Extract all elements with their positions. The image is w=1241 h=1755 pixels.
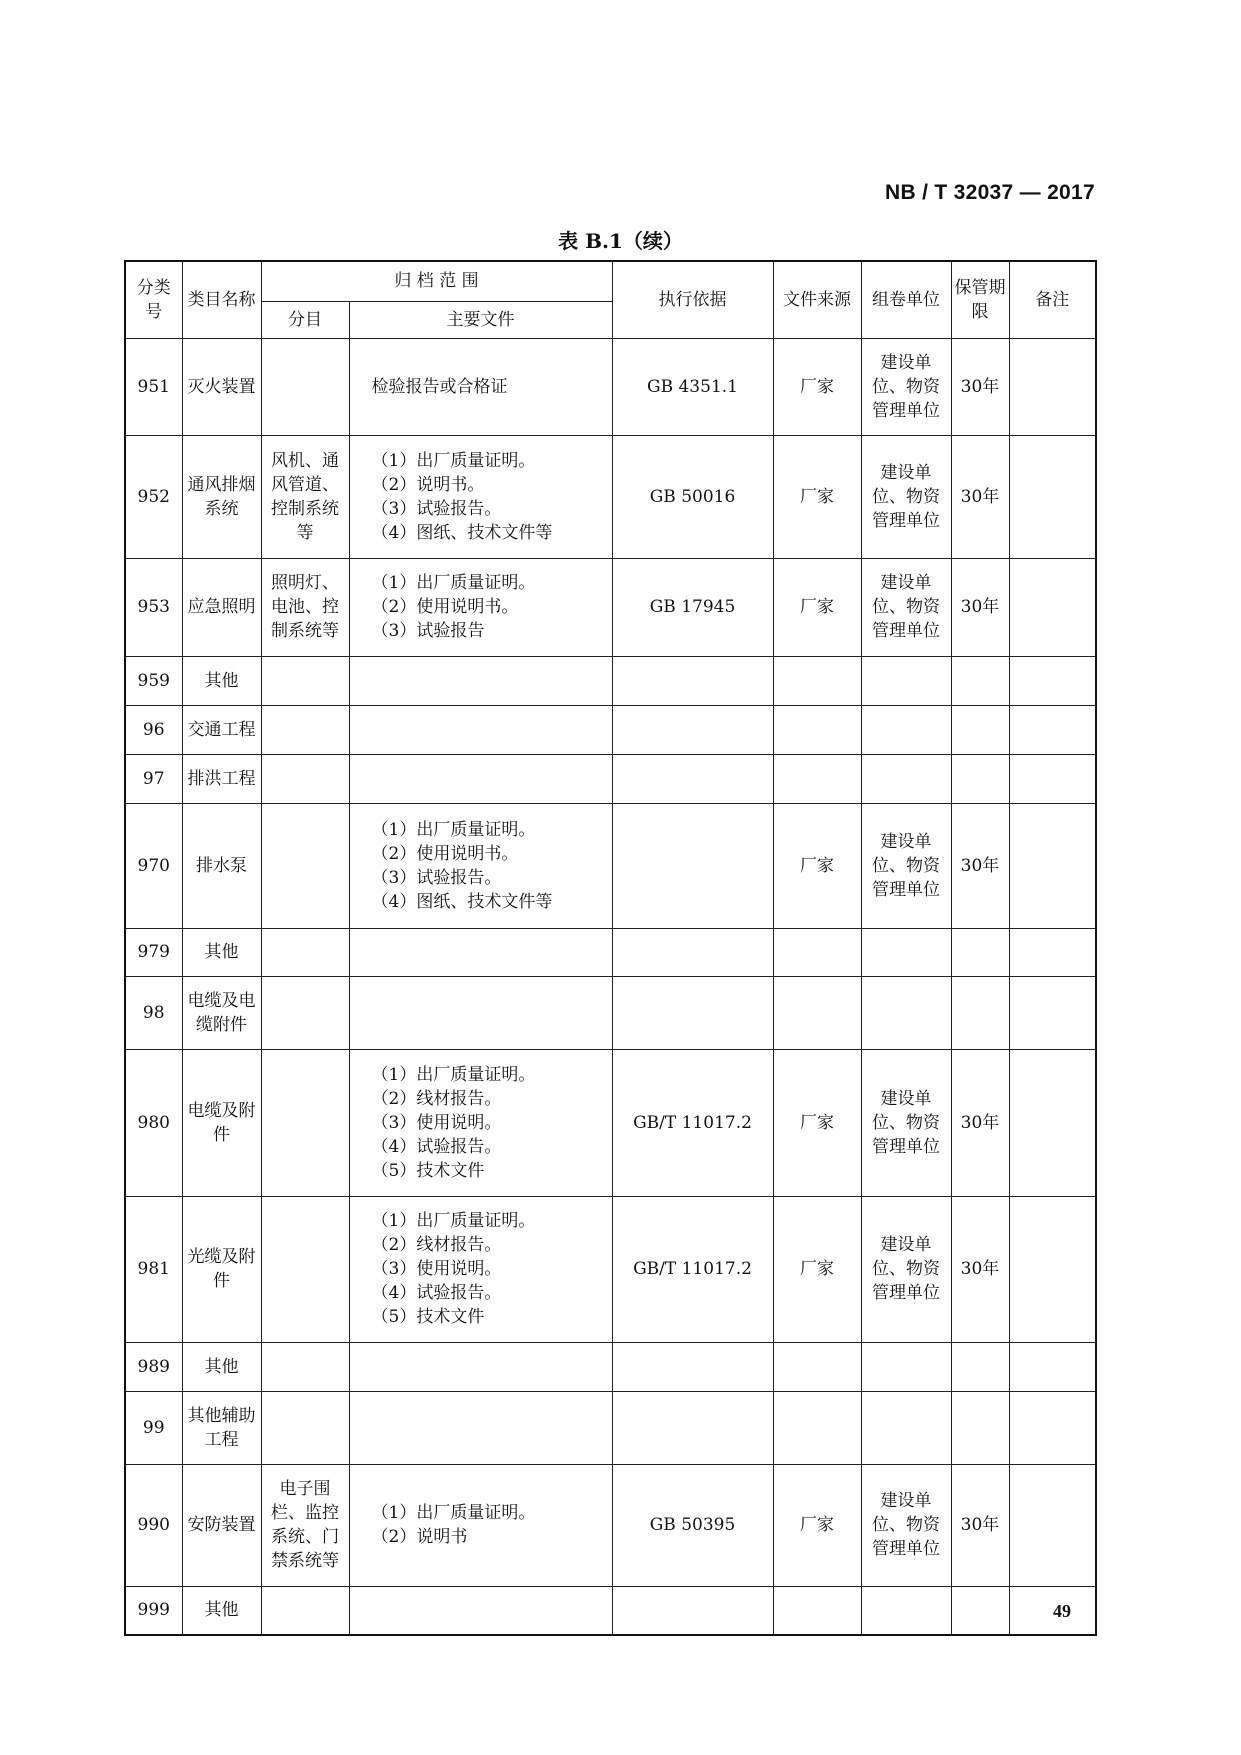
doc-line: （2）线材报告。 bbox=[371, 1235, 502, 1255]
row-unit-cell bbox=[861, 1391, 951, 1464]
row-code-cell: 959 bbox=[125, 656, 182, 705]
row-unit-cell bbox=[861, 976, 951, 1049]
header-name: 类目名称 bbox=[182, 261, 261, 338]
row-period-cell: 30年 bbox=[951, 1049, 1009, 1196]
table-row bbox=[125, 928, 1096, 976]
row-basis-cell bbox=[612, 1391, 773, 1464]
row-source-cell: 厂家 bbox=[773, 1196, 861, 1342]
header-source: 文件来源 bbox=[773, 261, 861, 338]
row-name-cell: 应急照明 bbox=[182, 558, 261, 656]
table-row bbox=[125, 754, 1096, 803]
row-unit-cell bbox=[861, 928, 951, 976]
row-sub-item-cell bbox=[261, 656, 349, 705]
table-row bbox=[125, 1196, 1096, 1342]
row-sub-item-cell bbox=[261, 1586, 349, 1635]
row-period-cell: 30年 bbox=[951, 803, 1009, 928]
row-basis-cell bbox=[612, 1586, 773, 1635]
row-code-cell: 98 bbox=[125, 976, 182, 1049]
row-sub-item-cell: 照明灯、电池、控制系统等 bbox=[261, 558, 349, 656]
table-row bbox=[125, 1049, 1096, 1196]
table-row bbox=[125, 1464, 1096, 1586]
row-code-cell: 980 bbox=[125, 1049, 182, 1196]
row-sub-item-cell: 电子围栏、监控系统、门禁系统等 bbox=[261, 1464, 349, 1586]
row-name-cell: 其他 bbox=[182, 1342, 261, 1391]
header-period: 保管期限 bbox=[951, 261, 1009, 338]
row-sub-item-cell bbox=[261, 754, 349, 803]
row-unit-cell bbox=[861, 1586, 951, 1635]
row-code-cell: 951 bbox=[125, 338, 182, 435]
row-basis-cell bbox=[612, 754, 773, 803]
row-remark-cell bbox=[1009, 435, 1096, 558]
row-sub-item-cell bbox=[261, 928, 349, 976]
row-basis-cell bbox=[612, 803, 773, 928]
header-remark: 备注 bbox=[1009, 261, 1096, 338]
row-unit-cell bbox=[861, 705, 951, 754]
row-period-cell bbox=[951, 1391, 1009, 1464]
header-code: 分类号 bbox=[125, 261, 182, 338]
row-period-cell bbox=[951, 976, 1009, 1049]
row-code-cell: 970 bbox=[125, 803, 182, 928]
row-remark-cell bbox=[1009, 1196, 1096, 1342]
doc-line: （2）使用说明书。 bbox=[371, 597, 519, 617]
row-unit-cell: 建设单位、物资管理单位 bbox=[861, 435, 951, 558]
row-period-cell: 30年 bbox=[951, 558, 1009, 656]
row-period-cell bbox=[951, 754, 1009, 803]
row-remark-cell bbox=[1009, 1342, 1096, 1391]
row-name-cell: 安防装置 bbox=[182, 1464, 261, 1586]
row-basis-cell bbox=[612, 928, 773, 976]
row-main-docs-cell bbox=[349, 976, 612, 1049]
row-remark-cell bbox=[1009, 754, 1096, 803]
table-row bbox=[125, 1342, 1096, 1391]
row-basis-cell bbox=[612, 1342, 773, 1391]
row-unit-cell: 建设单位、物资管理单位 bbox=[861, 803, 951, 928]
doc-line: （4）图纸、技术文件等 bbox=[371, 522, 553, 543]
table-row bbox=[125, 656, 1096, 705]
doc-line: （1）出厂质量证明。 bbox=[371, 1211, 536, 1231]
row-basis-cell: GB/T 11017.2 bbox=[612, 1049, 773, 1196]
doc-line: （1）出厂质量证明。 bbox=[371, 819, 536, 840]
row-period-cell bbox=[951, 656, 1009, 705]
row-code-cell: 989 bbox=[125, 1342, 182, 1391]
row-source-cell bbox=[773, 754, 861, 803]
row-basis-cell: GB 50395 bbox=[612, 1464, 773, 1586]
doc-line: （4）图纸、技术文件等 bbox=[371, 891, 553, 912]
row-source-cell: 厂家 bbox=[773, 435, 861, 558]
row-sub-item-cell bbox=[261, 1196, 349, 1342]
row-name-cell: 其他辅助工程 bbox=[182, 1391, 261, 1464]
table-row bbox=[125, 803, 1096, 928]
table-row bbox=[125, 1391, 1096, 1464]
archive-scope-table bbox=[124, 260, 1097, 1636]
row-main-docs-cell bbox=[349, 928, 612, 976]
row-basis-cell bbox=[612, 705, 773, 754]
row-unit-cell bbox=[861, 656, 951, 705]
row-unit-cell: 建设单位、物资管理单位 bbox=[861, 558, 951, 656]
row-source-cell bbox=[773, 1342, 861, 1391]
header-unit: 组卷单位 bbox=[861, 261, 951, 338]
row-source-cell bbox=[773, 1586, 861, 1635]
row-unit-cell: 建设单位、物资管理单位 bbox=[861, 1196, 951, 1342]
row-remark-cell bbox=[1009, 928, 1096, 976]
row-main-docs-cell bbox=[349, 338, 612, 435]
table-title: 表 B.1（续） bbox=[558, 229, 683, 253]
row-main-docs-cell bbox=[349, 1391, 612, 1464]
row-period-cell bbox=[951, 928, 1009, 976]
row-sub-item-cell bbox=[261, 705, 349, 754]
table-row bbox=[125, 705, 1096, 754]
row-period-cell bbox=[951, 1342, 1009, 1391]
row-period-cell bbox=[951, 705, 1009, 754]
row-basis-cell: GB/T 11017.2 bbox=[612, 1196, 773, 1342]
row-period-cell: 30年 bbox=[951, 1196, 1009, 1342]
row-code-cell: 99 bbox=[125, 1391, 182, 1464]
row-sub-item-cell bbox=[261, 338, 349, 435]
row-remark-cell bbox=[1009, 705, 1096, 754]
row-main-docs-cell bbox=[349, 656, 612, 705]
row-period-cell: 30年 bbox=[951, 435, 1009, 558]
doc-line: （3）试验报告。 bbox=[371, 498, 502, 519]
doc-line: （5）技术文件 bbox=[371, 1307, 485, 1327]
doc-line: （3）使用说明。 bbox=[371, 1112, 502, 1133]
doc-line: （3）试验报告。 bbox=[371, 867, 502, 888]
doc-line: （2）说明书。 bbox=[371, 474, 485, 495]
row-source-cell: 厂家 bbox=[773, 1049, 861, 1196]
row-name-cell: 通风排烟系统 bbox=[182, 435, 261, 558]
row-code-cell: 979 bbox=[125, 928, 182, 976]
row-basis-cell: GB 17945 bbox=[612, 558, 773, 656]
table-row bbox=[125, 338, 1096, 435]
row-basis-cell bbox=[612, 656, 773, 705]
standard-code: NB / T 32037 — 2017 bbox=[885, 181, 1095, 204]
doc-line: （5）技术文件 bbox=[371, 1160, 485, 1181]
row-remark-cell bbox=[1009, 1464, 1096, 1586]
row-period-cell bbox=[951, 1586, 1009, 1635]
row-source-cell: 厂家 bbox=[773, 803, 861, 928]
header-basis: 执行依据 bbox=[612, 261, 773, 338]
table-row bbox=[125, 558, 1096, 656]
row-main-docs-cell bbox=[349, 754, 612, 803]
row-remark-cell bbox=[1009, 976, 1096, 1049]
row-sub-item-cell: 风机、通风管道、控制系统等 bbox=[261, 435, 349, 558]
row-source-cell bbox=[773, 1391, 861, 1464]
row-unit-cell: 建设单位、物资管理单位 bbox=[861, 1464, 951, 1586]
table-body bbox=[125, 338, 1096, 1635]
row-name-cell: 灭火装置 bbox=[182, 338, 261, 435]
row-code-cell: 981 bbox=[125, 1196, 182, 1342]
row-source-cell: 厂家 bbox=[773, 338, 861, 435]
row-remark-cell bbox=[1009, 1049, 1096, 1196]
row-source-cell bbox=[773, 656, 861, 705]
row-code-cell: 97 bbox=[125, 754, 182, 803]
row-main-docs-cell bbox=[349, 1196, 612, 1342]
doc-line: （1）出厂质量证明。 bbox=[371, 573, 536, 593]
table-row bbox=[125, 1586, 1096, 1635]
row-sub-item-cell bbox=[261, 1342, 349, 1391]
doc-line: （1）出厂质量证明。 bbox=[371, 1064, 536, 1085]
table-row bbox=[125, 976, 1096, 1049]
row-code-cell: 953 bbox=[125, 558, 182, 656]
row-name-cell: 其他 bbox=[182, 656, 261, 705]
row-main-docs-cell bbox=[349, 1586, 612, 1635]
row-main-docs-cell bbox=[349, 1464, 612, 1586]
row-name-cell: 排水泵 bbox=[182, 803, 261, 928]
row-main-docs-cell bbox=[349, 1342, 612, 1391]
row-source-cell bbox=[773, 705, 861, 754]
row-code-cell: 96 bbox=[125, 705, 182, 754]
header-scope: 归 档 范 围 bbox=[261, 261, 612, 301]
row-sub-item-cell bbox=[261, 1391, 349, 1464]
row-name-cell: 交通工程 bbox=[182, 705, 261, 754]
row-code-cell: 999 bbox=[125, 1586, 182, 1635]
doc-line: （2）说明书 bbox=[371, 1527, 468, 1547]
row-basis-cell: GB 4351.1 bbox=[612, 338, 773, 435]
doc-line: （4）试验报告。 bbox=[371, 1283, 502, 1303]
row-name-cell: 光缆及附件 bbox=[182, 1196, 261, 1342]
row-code-cell: 952 bbox=[125, 435, 182, 558]
row-name-cell: 电缆及电缆附件 bbox=[182, 976, 261, 1049]
row-unit-cell: 建设单位、物资管理单位 bbox=[861, 1049, 951, 1196]
header-sub-item: 分目 bbox=[261, 301, 349, 338]
doc-line: （2）使用说明书。 bbox=[371, 843, 519, 864]
row-source-cell: 厂家 bbox=[773, 558, 861, 656]
row-name-cell: 其他 bbox=[182, 928, 261, 976]
row-remark-cell bbox=[1009, 1391, 1096, 1464]
row-sub-item-cell bbox=[261, 803, 349, 928]
row-basis-cell: GB 50016 bbox=[612, 435, 773, 558]
row-remark-cell bbox=[1009, 558, 1096, 656]
doc-line: （4）试验报告。 bbox=[371, 1136, 502, 1157]
row-sub-item-cell bbox=[261, 976, 349, 1049]
row-main-docs-cell bbox=[349, 435, 612, 558]
header-main-docs: 主要文件 bbox=[349, 301, 612, 338]
row-name-cell: 其他 bbox=[182, 1586, 261, 1635]
row-main-docs-cell bbox=[349, 558, 612, 656]
row-unit-cell: 建设单位、物资管理单位 bbox=[861, 338, 951, 435]
row-name-cell: 排洪工程 bbox=[182, 754, 261, 803]
page-number: 49 bbox=[1053, 1601, 1071, 1621]
row-code-cell: 990 bbox=[125, 1464, 182, 1586]
doc-line: 检验报告或合格证 bbox=[371, 376, 508, 397]
row-main-docs-cell bbox=[349, 705, 612, 754]
row-period-cell: 30年 bbox=[951, 338, 1009, 435]
row-main-docs-cell bbox=[349, 1049, 612, 1196]
row-basis-cell bbox=[612, 976, 773, 1049]
row-period-cell: 30年 bbox=[951, 1464, 1009, 1586]
row-remark-cell bbox=[1009, 338, 1096, 435]
doc-line: （3）使用说明。 bbox=[371, 1259, 502, 1279]
row-unit-cell bbox=[861, 1342, 951, 1391]
row-source-cell bbox=[773, 928, 861, 976]
row-sub-item-cell bbox=[261, 1049, 349, 1196]
doc-line: （2）线材报告。 bbox=[371, 1088, 502, 1109]
doc-line: （1）出厂质量证明。 bbox=[371, 450, 536, 471]
doc-line: （3）试验报告 bbox=[371, 621, 485, 641]
row-name-cell: 电缆及附件 bbox=[182, 1049, 261, 1196]
table-row bbox=[125, 435, 1096, 558]
row-source-cell: 厂家 bbox=[773, 1464, 861, 1586]
row-remark-cell bbox=[1009, 656, 1096, 705]
row-main-docs-cell bbox=[349, 803, 612, 928]
row-source-cell bbox=[773, 976, 861, 1049]
doc-line: （1）出厂质量证明。 bbox=[371, 1503, 536, 1523]
row-unit-cell bbox=[861, 754, 951, 803]
row-remark-cell bbox=[1009, 803, 1096, 928]
